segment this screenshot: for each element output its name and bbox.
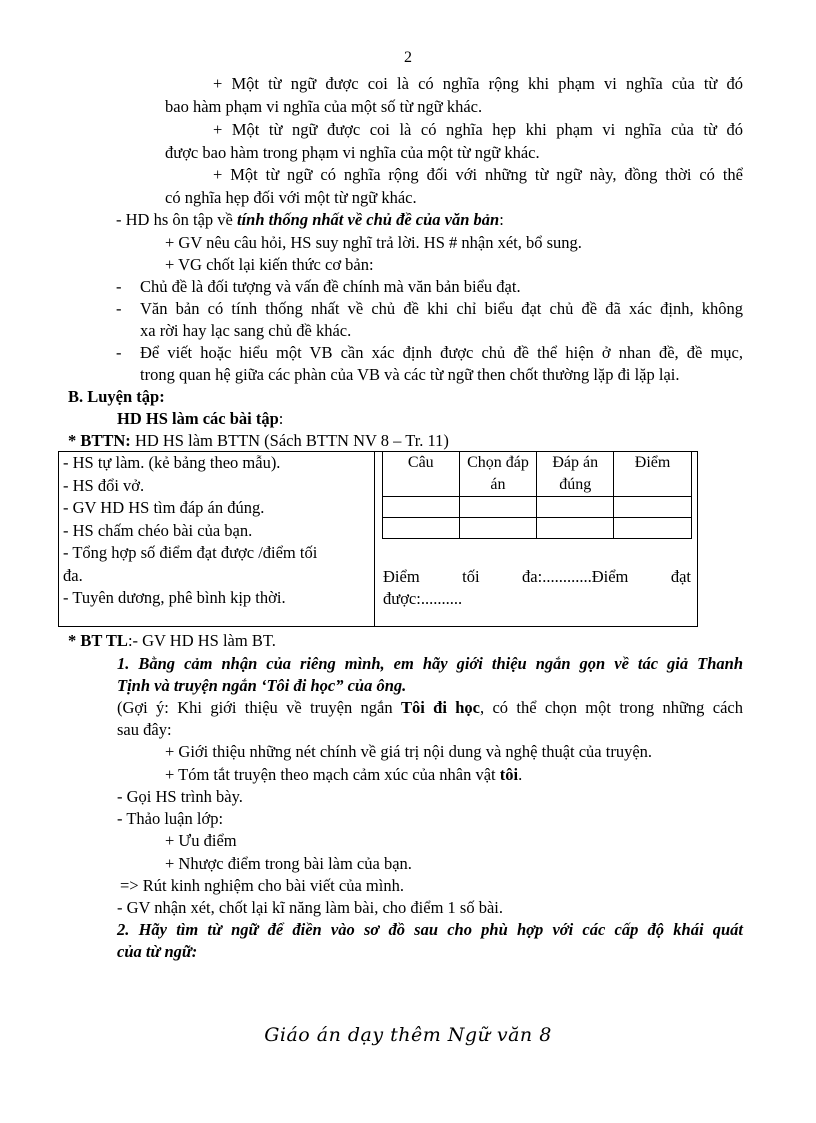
hd-prefix: - HD hs ôn tập về — [116, 210, 237, 229]
hd-unity-topic — [116, 209, 504, 231]
page-number: 2 — [404, 49, 412, 66]
table-cell[interactable] — [383, 518, 460, 539]
practice-sub — [117, 408, 283, 430]
table-cell[interactable] — [459, 518, 537, 539]
practice-sub-bold: HD HS làm các bài tập — [117, 409, 279, 428]
score-line-2: được:.......... — [383, 589, 463, 608]
table-cell[interactable] — [537, 518, 614, 539]
hint-story-title: Tôi đi học — [400, 698, 481, 717]
hint-post: , có thể chọn một trong những cách — [480, 698, 743, 717]
bttn-label: * BTTN: — [68, 431, 131, 450]
hint-line-2: sau đây: — [117, 720, 172, 739]
vg-summary: + VG chốt lại kiến thức cơ bản: — [165, 255, 374, 274]
option-2-post: . — [518, 765, 523, 784]
answer-table — [382, 451, 692, 539]
question-2b: của từ ngữ: — [117, 942, 198, 961]
col-header-score: Điểm — [614, 452, 692, 497]
dash-marker: - — [116, 277, 122, 296]
table-cell[interactable] — [459, 497, 537, 518]
step: - HS chấm chéo bài của bạn. — [63, 520, 253, 540]
score-line-1: Điểm tối đa:............Điểm đạt — [383, 567, 691, 586]
col-header-choice: Chọn đáp án — [459, 452, 537, 497]
bttn-text: HD HS làm BTTN (Sách BTTN NV 8 – Tr. 11) — [130, 431, 449, 450]
theory-line-3: + Một từ ngữ được coi là có nghĩa hẹp khi phạm vi nghĩa của từ đó — [213, 120, 743, 139]
class-discussion: - Thảo luận lớp: — [117, 809, 224, 828]
hd-suffix: : — [499, 210, 504, 229]
bttl-line — [68, 630, 276, 652]
theory-line-1: + Một từ ngữ được coi là có nghĩa rộng khi phạm vi nghĩa của từ đó — [213, 74, 743, 93]
table-cell[interactable] — [614, 518, 692, 539]
option-2 — [165, 764, 522, 786]
call-students: - Gọi HS trình bày. — [117, 787, 243, 806]
table-row — [383, 497, 692, 518]
option-1: + Giới thiệu những nét chính về giá trị nội dung và nghệ thuật của truyện. — [165, 742, 653, 761]
option-2-pre: + Tóm tắt truyện theo mạch cảm xúc của nhân vật — [165, 765, 500, 784]
option-2-bold: tôi — [499, 765, 519, 784]
table-row — [383, 518, 692, 539]
table-cell[interactable] — [614, 497, 692, 518]
hint-pre: (Gợi ý: Khi giới thiệu về truyện ngắn — [117, 698, 401, 717]
point-3a: Để viết hoặc hiểu một VB cần xác định được chủ đề thể hiện ở nhan đề, đề mục, — [140, 343, 743, 362]
page-footer: Giáo án dạy thêm Ngữ văn 8 — [264, 1024, 552, 1046]
col-header-correct: Đáp án đúng — [537, 452, 614, 497]
question-2a: 2. Hãy tìm từ ngữ để điền vào sơ đồ sau cho phù hợp với các cấp độ khái quát — [117, 920, 743, 939]
bttl-label: * BT TL — [68, 631, 128, 650]
step: - Tổng hợp số điểm đạt được /điểm tối — [63, 543, 318, 562]
step: - HS đổi vở. — [63, 475, 145, 495]
question-1a: 1. Bằng cảm nhận của riêng mình, em hãy giới thiệu ngắn gọn về tác giả Thanh — [117, 654, 743, 673]
gv-question: + GV nêu câu hỏi, HS suy nghĩ trả lời. HS # nhận xét, bổ sung. — [165, 233, 582, 252]
step: - Tuyên dương, phê bình kịp thời. — [63, 588, 286, 607]
bttn-box-divider — [374, 451, 375, 627]
theory-line-4: được bao hàm trong phạm vi nghĩa của một từ ngữ khác. — [165, 143, 540, 162]
step: - HS tự làm. (kẻ bảng theo mẫu). — [63, 453, 281, 472]
point-2a: Văn bản có tính thống nhất về chủ đề khi chỉ biểu đạt chủ đề đã xác định, không — [140, 299, 743, 318]
theory-line-5: + Một từ ngữ có nghĩa rộng đối với những từ ngữ này, đồng thời có thể — [213, 165, 743, 184]
bttn-steps — [63, 452, 368, 610]
theory-line-6: có nghĩa hẹp đối với một từ ngữ khác. — [165, 188, 417, 207]
hint-line-1 — [117, 697, 743, 719]
hd-topic-bold: tính thống nhất về chủ đề của văn bản — [236, 210, 500, 229]
question-1b: Tịnh và truyện ngắn ‘Tôi đi học” của ông. — [117, 676, 407, 695]
score-summary — [383, 566, 691, 610]
lesson-learned: => Rút kinh nghiệm cho bài viết của mình. — [120, 876, 404, 895]
practice-sub-colon: : — [278, 409, 284, 428]
step: đa. — [63, 565, 83, 585]
strengths: + Ưu điểm — [165, 831, 237, 850]
dash-marker: - — [116, 299, 122, 318]
weaknesses: + Nhược điểm trong bài làm của bạn. — [165, 854, 412, 873]
step: - GV HD HS tìm đáp án đúng. — [63, 498, 265, 517]
bttn-line — [68, 430, 449, 452]
teacher-feedback: - GV nhận xét, chốt lại kĩ năng làm bài, cho điểm 1 số bài. — [117, 898, 503, 917]
table-cell[interactable] — [383, 497, 460, 518]
dash-marker: - — [116, 343, 122, 362]
col-header-question: Câu — [383, 452, 460, 497]
practice-heading: B. Luyện tập: — [68, 387, 165, 406]
point-3b: trong quan hệ giữa các phàn của VB và các từ ngữ then chốt thường lặp đi lặp lại. — [140, 365, 680, 384]
bttl-text: :- GV HD HS làm BT. — [127, 631, 276, 650]
point-2b: xa rời hay lạc sang chủ đề khác. — [140, 321, 352, 340]
point-1: Chủ đề là đối tượng và vấn đề chính mà văn bản biểu đạt. — [140, 277, 521, 296]
theory-line-2: bao hàm phạm vi nghĩa của một số từ ngữ khác. — [165, 97, 483, 116]
table-cell[interactable] — [537, 497, 614, 518]
